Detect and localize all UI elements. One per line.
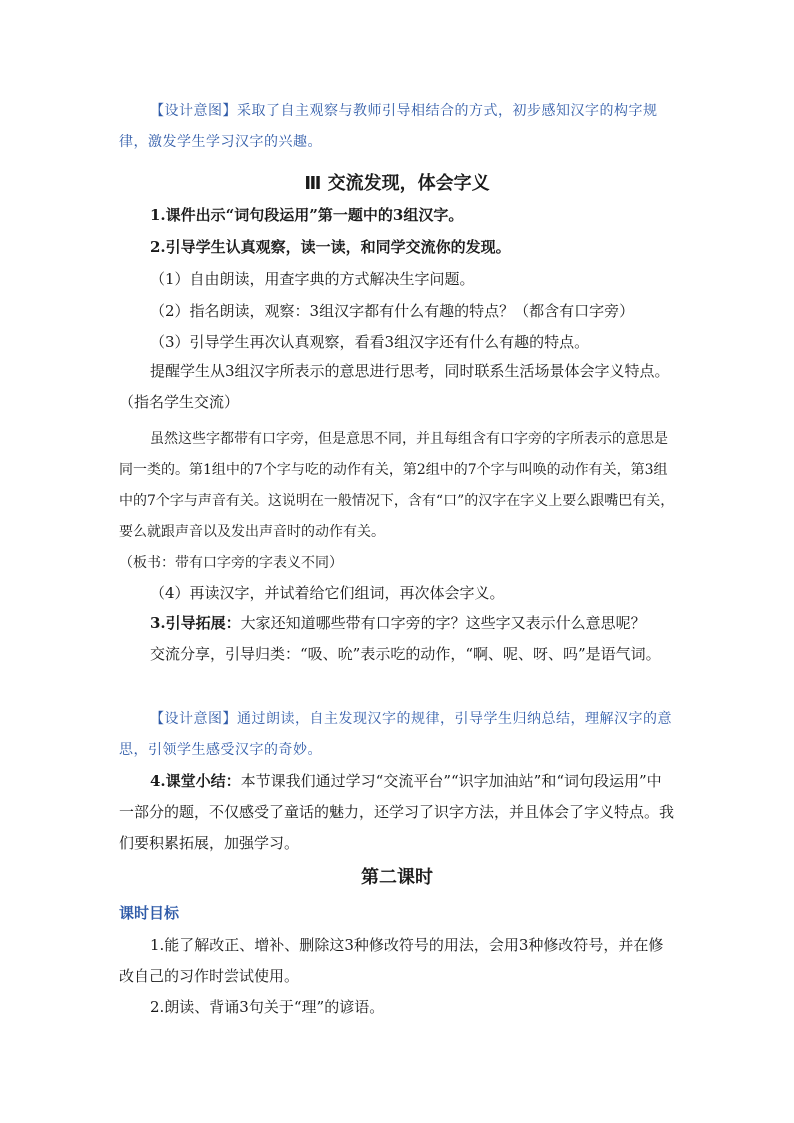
step-2: 2.引导学生认真观察，读一读，和同学交流你的发现。: [150, 238, 511, 256]
sub-step-3: （3）引导学生再次认真观察，看看3组汉字还有什么有趣的特点。: [150, 333, 590, 351]
step-1: 1.课件出示“词句段运用”第一题中的3组汉字。: [150, 206, 464, 224]
design-intent-text-2: 通过朗读，自主发现汉字的规律，引导学生归纳总结，理解汉字的意思，引领学生感受汉字的奇妙。: [119, 711, 672, 758]
sub-step-4: （4）再读汉字，并试着给它们组词，再次体会字义。: [150, 584, 505, 602]
reminder-paragraph: 提醒学生从3组汉字所表示的意思进行思考，同时联系生活场景体会字义特点。（指名学生交流）: [119, 362, 670, 411]
design-intent-note-1: [119, 96, 675, 158]
explanation-paragraph: 虽然这些字都带有口字旁，但是意思不同，并且每组含有口字旁的字所表示的意思是同一类的。第1组中的7个字与吃的动作有关，第2组中的7个字与叫唤的动作有关，第3组中的7个字与声音有关。这说明在一般情况下，含有“口”的汉字在字义上要么跟嘴巴有关，要么就跟声音以及发出声音时的动作有关。: [119, 431, 675, 540]
step-4-label: 4.课堂小结：: [150, 772, 241, 790]
design-intent-tag-2: 【设计意图】: [150, 711, 237, 727]
goal-2: 2.朗读、背诵3句关于“理”的谚语。: [150, 998, 385, 1016]
sub-step-2: （2）指名朗读，观察：3组汉字都有什么有趣的特点？（都含有口字旁）: [150, 302, 635, 320]
step-3-label: 3.引导拓展：: [150, 614, 241, 632]
sub-step-1: （1）自由朗读，用查字典的方式解决生字问题。: [150, 270, 475, 288]
step-3: [119, 608, 675, 639]
design-intent-note-2: [119, 704, 675, 766]
step-3-text: 大家还知道哪些带有口字旁的字？这些字又表示什么意思呢？: [240, 614, 646, 632]
board-note: （板书：带有口字旁的字表义不同）: [119, 555, 343, 571]
lesson-heading: 第二课时: [361, 867, 433, 888]
summary-paragraph: 交流分享，引导归类：“吸、吮”表示吃的动作，“啊、呢、呀、吗”是语气词。: [150, 645, 661, 663]
lesson-goals-label: 课时目标: [119, 904, 180, 922]
step-4: [119, 766, 675, 859]
design-intent-text: 采取了自主观察与教师引导相结合的方式，初步感知汉字的构字规律，激发学生学习汉字的兴趣。: [119, 103, 658, 150]
section-heading-3: Ⅲ 交流发现，体会字义: [304, 173, 490, 194]
step-4-text: 本节课我们通过学习“交流平台”“识字加油站”和“词句段运用”中一部分的题，不仅感受了童话的魅力，还学习了识字方法，并且体会了字义特点。我们要积累拓展，加强学习。: [119, 772, 675, 852]
design-intent-tag: 【设计意图】: [150, 103, 237, 119]
goal-1: 1.能了解改正、增补、删除这3种修改符号的用法，会用3种修改符号，并在修改自己的习作时尝试使用。: [119, 936, 664, 985]
